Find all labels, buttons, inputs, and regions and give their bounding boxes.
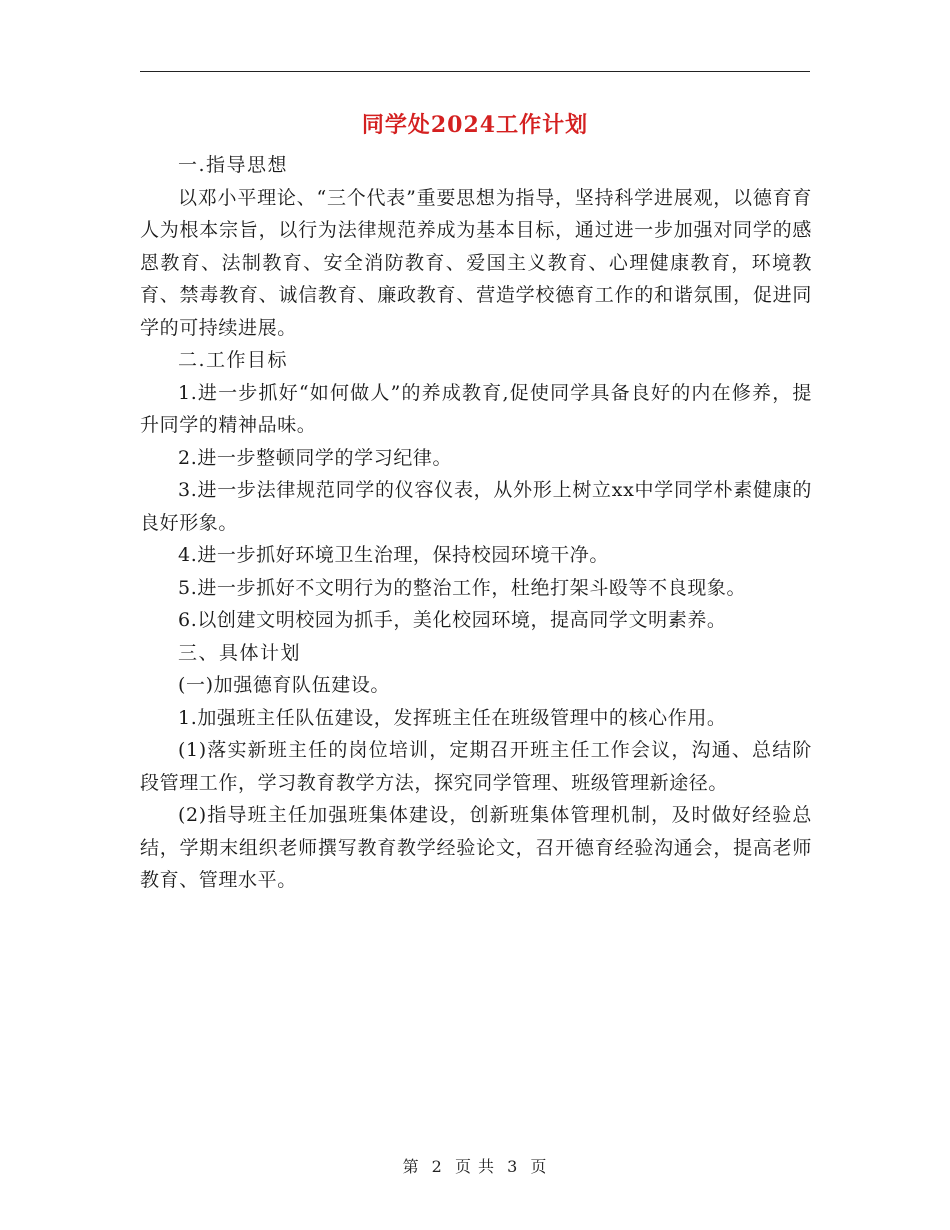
section-heading-work-goals: 二.工作目标: [178, 349, 289, 371]
list-item: 4.进一步抓好环境卫生治理，保持校园环境干净。: [178, 544, 609, 566]
list-item: (2)指导班主任加强班集体建设，创新班集体管理机制，及时做好经验总结，学期末组织老师撰写教育教学经验论文，召开德育经验沟通会，提高老师教育、管理水平。: [140, 804, 812, 891]
page-footer: [0, 1154, 950, 1177]
footer-mid: 页 共: [454, 1157, 496, 1176]
list-item: 3.进一步法律规范同学的仪容仪表，从外形上树立xx中学同学朴素健康的良好形象。: [140, 479, 812, 534]
list-item: 1.加强班主任队伍建设，发挥班主任在班级管理中的核心作用。: [178, 706, 727, 729]
footer-suffix: 页: [530, 1157, 548, 1176]
paragraph: 以邓小平理论、“三个代表”重要思想为指导，坚持科学进展观，以德育育人为根本宗旨，以行为法律规范养成为基本目标，通过进一步加强对同学的感恩教育、法制教育、安全消防教育、爱国主义教育、心理健康教育，环境教育、禁毒教育、诚信教育、廉政教育、营造学校德育工作的和谐氛围，促进同学的可持续进展。: [140, 186, 812, 339]
list-item: 5.进一步抓好不文明行为的整治工作，杜绝打架斗殴等不良现象。: [178, 576, 747, 599]
list-item: 2.进一步整顿同学的学习纪律。: [178, 446, 453, 469]
section-heading-guiding-ideology: 一.指导思想: [178, 154, 289, 176]
header-rule: [140, 71, 810, 72]
list-item: (1)落实新班主任的岗位培训，定期召开班主任工作会议，沟通、总结阶段管理工作，学习教育教学方法，探究同学管理、班级管理新途径。: [140, 739, 812, 794]
total-pages-number: 3: [507, 1157, 519, 1176]
list-item: 6.以创建文明校园为抓手，美化校园环境，提高同学文明素养。: [178, 609, 727, 631]
footer-prefix: 第: [402, 1157, 420, 1176]
subsection-heading: (一)加强德育队伍建设。: [178, 674, 391, 696]
document-body: [140, 149, 812, 897]
list-item: 1.进一步抓好“如何做人”的养成教育,促使同学具备良好的内在修养，提升同学的精神品味。: [140, 381, 812, 436]
section-heading-specific-plan: 三、具体计划: [178, 641, 302, 664]
current-page-number: 2: [431, 1157, 443, 1176]
document-title: 同学处2024工作计划: [361, 112, 589, 138]
